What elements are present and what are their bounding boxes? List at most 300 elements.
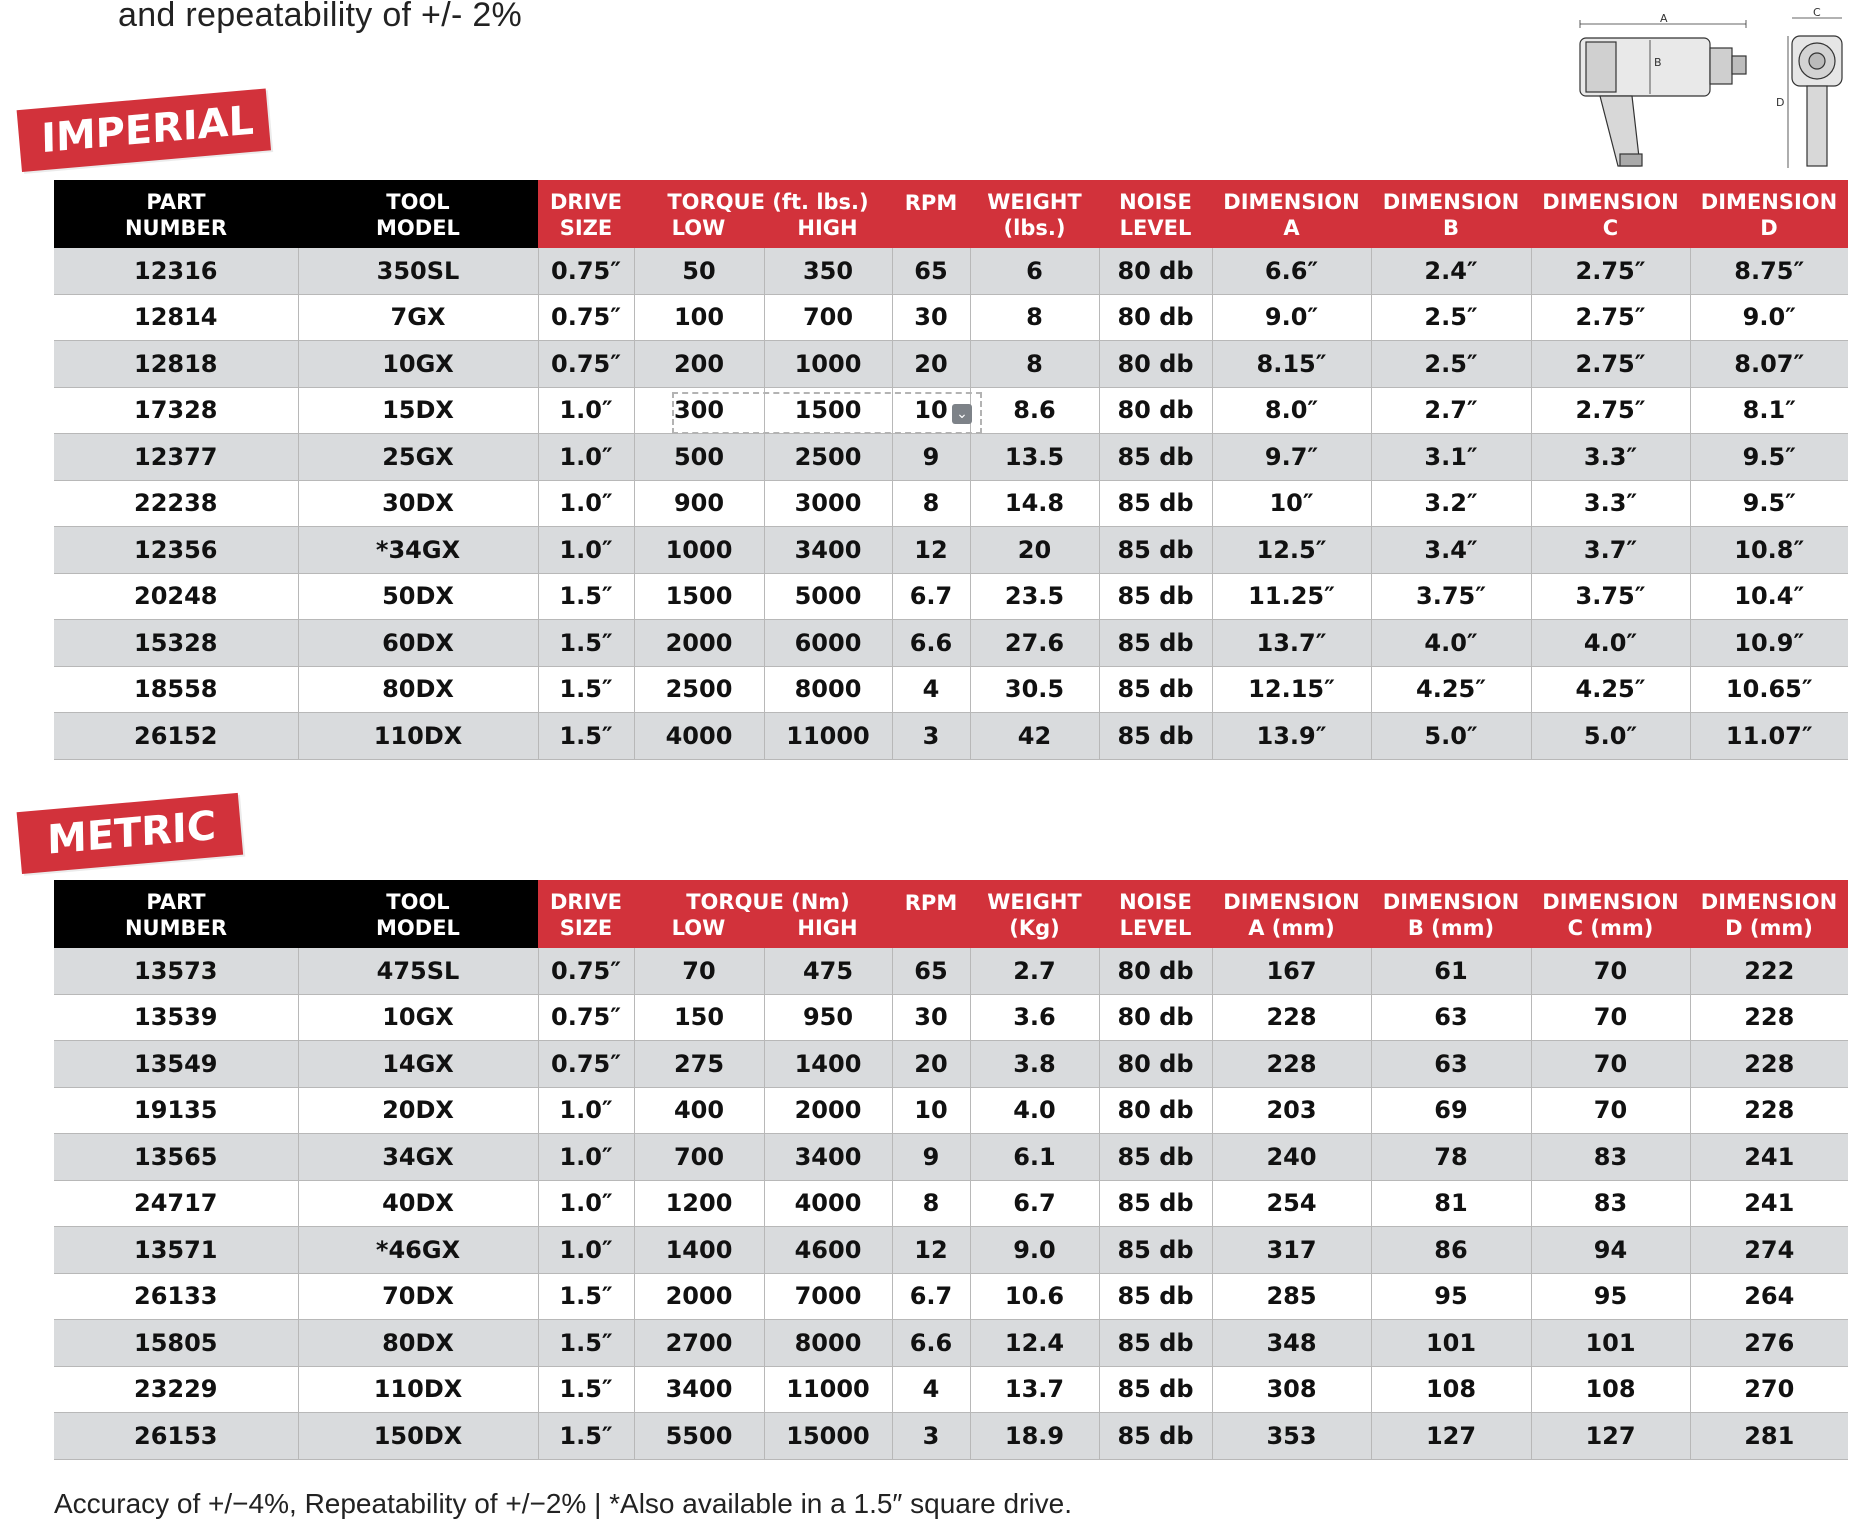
cell-dimension-a: 13.9″ bbox=[1212, 713, 1371, 760]
cell-drive-size: 1.5″ bbox=[538, 666, 634, 713]
cell-rpm: 3 bbox=[892, 713, 970, 760]
cell-weight: 3.6 bbox=[970, 994, 1099, 1041]
cell-weight: 6 bbox=[970, 248, 1099, 294]
cell-weight: 30.5 bbox=[970, 666, 1099, 713]
cell-dimension-a: 203 bbox=[1212, 1087, 1371, 1134]
cell-tool-model: 25GX bbox=[298, 434, 538, 481]
cell-part-number: 19135 bbox=[54, 1087, 298, 1134]
cell-torque-high: 950 bbox=[764, 994, 892, 1041]
header-weight: WEIGHT (lbs.) bbox=[970, 180, 1099, 248]
table-row bbox=[54, 248, 1848, 294]
cell-torque-high: 1400 bbox=[764, 1041, 892, 1088]
cell-torque-low: 100 bbox=[634, 294, 764, 341]
header-torque: TORQUE (Nm) LOW HIGH bbox=[634, 880, 892, 948]
cell-dimension-b: 95 bbox=[1371, 1273, 1531, 1320]
cell-torque-high: 700 bbox=[764, 294, 892, 341]
intro-text: and repeatability of +/- 2% bbox=[118, 0, 523, 34]
cell-dimension-d: 10.65″ bbox=[1690, 666, 1848, 713]
cell-part-number: 13571 bbox=[54, 1227, 298, 1274]
cell-dimension-d: 9.0″ bbox=[1690, 294, 1848, 341]
table-row bbox=[54, 573, 1848, 620]
cell-drive-size: 0.75″ bbox=[538, 948, 634, 994]
cell-dimension-b: 127 bbox=[1371, 1413, 1531, 1460]
table-row bbox=[54, 434, 1848, 481]
cell-dimension-a: 9.0″ bbox=[1212, 294, 1371, 341]
header-torque-high: HIGH bbox=[797, 216, 858, 240]
cell-torque-high: 2500 bbox=[764, 434, 892, 481]
cell-tool-model: 70DX bbox=[298, 1273, 538, 1320]
header-noise-level: NOISE LEVEL bbox=[1099, 180, 1212, 248]
cell-noise-level: 85 db bbox=[1099, 1180, 1212, 1227]
cell-dimension-c: 70 bbox=[1531, 948, 1690, 994]
cell-noise-level: 85 db bbox=[1099, 1227, 1212, 1274]
cell-tool-model: 14GX bbox=[298, 1041, 538, 1088]
cell-rpm: 8 bbox=[892, 480, 970, 527]
cell-dimension-c: 108 bbox=[1531, 1366, 1690, 1413]
cell-drive-size: 1.5″ bbox=[538, 1273, 634, 1320]
header-dimension-d: DIMENSION D bbox=[1690, 180, 1848, 248]
cell-tool-model: 80DX bbox=[298, 666, 538, 713]
cell-drive-size: 1.5″ bbox=[538, 1366, 634, 1413]
imperial-banner bbox=[17, 88, 271, 172]
header-tool-model: TOOL MODEL bbox=[298, 880, 538, 948]
cell-noise-level: 80 db bbox=[1099, 1087, 1212, 1134]
cell-dimension-c: 5.0″ bbox=[1531, 713, 1690, 760]
cell-torque-high: 475 bbox=[764, 948, 892, 994]
cell-rpm: 10 bbox=[892, 1087, 970, 1134]
cell-weight: 6.1 bbox=[970, 1134, 1099, 1181]
cell-dimension-d: 8.07″ bbox=[1690, 341, 1848, 388]
cell-rpm: 65 bbox=[892, 948, 970, 994]
table-row bbox=[54, 1273, 1848, 1320]
cell-tool-model: 40DX bbox=[298, 1180, 538, 1227]
cell-dimension-c: 3.7″ bbox=[1531, 527, 1690, 574]
cell-torque-high: 1500 bbox=[764, 387, 892, 434]
cell-drive-size: 1.5″ bbox=[538, 573, 634, 620]
cell-weight: 13.5 bbox=[970, 434, 1099, 481]
cell-tool-model: 10GX bbox=[298, 341, 538, 388]
cell-drive-size: 1.0″ bbox=[538, 1134, 634, 1181]
cell-noise-level: 85 db bbox=[1099, 620, 1212, 667]
imperial-banner-label: IMPERIAL bbox=[40, 97, 255, 163]
cell-weight: 18.9 bbox=[970, 1413, 1099, 1460]
header-part-number: PART NUMBER bbox=[54, 180, 298, 248]
cell-tool-model: 110DX bbox=[298, 713, 538, 760]
cell-rpm: 4 bbox=[892, 1366, 970, 1413]
cell-drive-size: 1.5″ bbox=[538, 1320, 634, 1367]
cell-dimension-b: 86 bbox=[1371, 1227, 1531, 1274]
cell-tool-model: 475SL bbox=[298, 948, 538, 994]
header-dimension-c: DIMENSION C (mm) bbox=[1531, 880, 1690, 948]
header-tool-model: TOOL MODEL bbox=[298, 180, 538, 248]
table-row bbox=[54, 666, 1848, 713]
cell-torque-low: 2500 bbox=[634, 666, 764, 713]
table-row bbox=[54, 527, 1848, 574]
cell-torque-low: 500 bbox=[634, 434, 764, 481]
table-row bbox=[54, 480, 1848, 527]
cell-dimension-b: 4.25″ bbox=[1371, 666, 1531, 713]
header-dimension-b: DIMENSION B (mm) bbox=[1371, 880, 1531, 948]
cell-noise-level: 80 db bbox=[1099, 248, 1212, 294]
cell-torque-low: 1000 bbox=[634, 527, 764, 574]
cell-dimension-d: 264 bbox=[1690, 1273, 1848, 1320]
imperial-spec-table bbox=[54, 180, 1848, 760]
cell-rpm: 8 bbox=[892, 1180, 970, 1227]
cell-noise-level: 80 db bbox=[1099, 994, 1212, 1041]
cell-dimension-d: 228 bbox=[1690, 1087, 1848, 1134]
cell-torque-low: 50 bbox=[634, 248, 764, 294]
cell-dimension-d: 241 bbox=[1690, 1180, 1848, 1227]
table-row bbox=[54, 1366, 1848, 1413]
cell-dimension-c: 2.75″ bbox=[1531, 341, 1690, 388]
cell-noise-level: 85 db bbox=[1099, 573, 1212, 620]
cell-drive-size: 0.75″ bbox=[538, 1041, 634, 1088]
cell-torque-high: 7000 bbox=[764, 1273, 892, 1320]
cell-part-number: 12814 bbox=[54, 294, 298, 341]
cell-tool-model: 60DX bbox=[298, 620, 538, 667]
cell-torque-low: 275 bbox=[634, 1041, 764, 1088]
table-row bbox=[54, 620, 1848, 667]
metric-header-row bbox=[54, 880, 1848, 948]
cell-part-number: 15805 bbox=[54, 1320, 298, 1367]
metric-spec-table bbox=[54, 880, 1848, 1460]
cell-drive-size: 1.0″ bbox=[538, 1180, 634, 1227]
cell-torque-low: 700 bbox=[634, 1134, 764, 1181]
cell-dimension-a: 11.25″ bbox=[1212, 573, 1371, 620]
cell-dimension-a: 254 bbox=[1212, 1180, 1371, 1227]
cell-noise-level: 85 db bbox=[1099, 713, 1212, 760]
table-row bbox=[54, 1320, 1848, 1367]
cell-weight: 8.6 bbox=[970, 387, 1099, 434]
header-rpm: RPM bbox=[892, 880, 970, 948]
cell-dimension-c: 95 bbox=[1531, 1273, 1690, 1320]
header-torque-low: LOW bbox=[671, 916, 726, 940]
diagram-label-a: A bbox=[1660, 12, 1668, 25]
cell-dimension-b: 2.7″ bbox=[1371, 387, 1531, 434]
cell-drive-size: 1.5″ bbox=[538, 713, 634, 760]
cell-part-number: 18558 bbox=[54, 666, 298, 713]
cell-torque-low: 200 bbox=[634, 341, 764, 388]
footnote: Accuracy of +/−4%, Repeatability of +/−2% | *Also available in a 1.5″ square drive. bbox=[54, 1488, 1072, 1519]
cell-noise-level: 85 db bbox=[1099, 1134, 1212, 1181]
cell-drive-size: 1.5″ bbox=[538, 620, 634, 667]
cell-dimension-b: 2.5″ bbox=[1371, 341, 1531, 388]
header-drive-size: DRIVE SIZE bbox=[538, 180, 634, 248]
cell-part-number: 24717 bbox=[54, 1180, 298, 1227]
cell-dimension-d: 281 bbox=[1690, 1413, 1848, 1460]
header-torque-high: HIGH bbox=[797, 916, 858, 940]
cell-rpm: 30 bbox=[892, 294, 970, 341]
cell-dimension-b: 4.0″ bbox=[1371, 620, 1531, 667]
cell-dimension-a: 8.15″ bbox=[1212, 341, 1371, 388]
cell-torque-high: 8000 bbox=[764, 1320, 892, 1367]
cell-dimension-a: 240 bbox=[1212, 1134, 1371, 1181]
cell-dimension-d: 228 bbox=[1690, 1041, 1848, 1088]
cell-dimension-b: 63 bbox=[1371, 1041, 1531, 1088]
cell-rpm: 6.7 bbox=[892, 573, 970, 620]
cell-noise-level: 85 db bbox=[1099, 1413, 1212, 1460]
cell-dimension-a: 228 bbox=[1212, 994, 1371, 1041]
cell-drive-size: 1.0″ bbox=[538, 480, 634, 527]
chevron-down-icon[interactable]: ⌄ bbox=[952, 404, 972, 424]
header-dimension-d: DIMENSION D (mm) bbox=[1690, 880, 1848, 948]
cell-rpm: 10 bbox=[892, 387, 970, 434]
cell-torque-high: 1000 bbox=[764, 341, 892, 388]
imperial-table-body bbox=[54, 248, 1848, 759]
imperial-header-row bbox=[54, 180, 1848, 248]
cell-rpm: 20 bbox=[892, 1041, 970, 1088]
cell-torque-low: 900 bbox=[634, 480, 764, 527]
cell-part-number: 20248 bbox=[54, 573, 298, 620]
cell-dimension-d: 8.75″ bbox=[1690, 248, 1848, 294]
cell-dimension-b: 3.1″ bbox=[1371, 434, 1531, 481]
header-dimension-b: DIMENSION B bbox=[1371, 180, 1531, 248]
cell-weight: 23.5 bbox=[970, 573, 1099, 620]
cell-part-number: 22238 bbox=[54, 480, 298, 527]
cell-torque-low: 1500 bbox=[634, 573, 764, 620]
cell-dimension-b: 3.75″ bbox=[1371, 573, 1531, 620]
cell-torque-low: 2700 bbox=[634, 1320, 764, 1367]
cell-noise-level: 80 db bbox=[1099, 948, 1212, 994]
cell-torque-high: 11000 bbox=[764, 713, 892, 760]
cell-dimension-b: 61 bbox=[1371, 948, 1531, 994]
cell-torque-low: 2000 bbox=[634, 1273, 764, 1320]
header-weight: WEIGHT (Kg) bbox=[970, 880, 1099, 948]
table-row bbox=[54, 1041, 1848, 1088]
cell-weight: 8 bbox=[970, 294, 1099, 341]
cell-dimension-d: 222 bbox=[1690, 948, 1848, 994]
header-torque-low: LOW bbox=[671, 216, 726, 240]
cell-rpm: 12 bbox=[892, 527, 970, 574]
cell-dimension-d: 9.5″ bbox=[1690, 434, 1848, 481]
cell-dimension-c: 83 bbox=[1531, 1180, 1690, 1227]
cell-dimension-c: 70 bbox=[1531, 1041, 1690, 1088]
cell-dimension-b: 2.4″ bbox=[1371, 248, 1531, 294]
cell-dimension-d: 9.5″ bbox=[1690, 480, 1848, 527]
cell-tool-model: 34GX bbox=[298, 1134, 538, 1181]
cell-dimension-c: 94 bbox=[1531, 1227, 1690, 1274]
cell-rpm: 9 bbox=[892, 1134, 970, 1181]
table-row bbox=[54, 994, 1848, 1041]
header-rpm: RPM bbox=[892, 180, 970, 248]
cell-torque-high: 11000 bbox=[764, 1366, 892, 1413]
cell-weight: 27.6 bbox=[970, 620, 1099, 667]
header-drive-size: DRIVE SIZE bbox=[538, 880, 634, 948]
cell-rpm: 4 bbox=[892, 666, 970, 713]
cell-dimension-d: 274 bbox=[1690, 1227, 1848, 1274]
cell-weight: 8 bbox=[970, 341, 1099, 388]
cell-dimension-a: 285 bbox=[1212, 1273, 1371, 1320]
cell-dimension-a: 10″ bbox=[1212, 480, 1371, 527]
cell-dimension-a: 13.7″ bbox=[1212, 620, 1371, 667]
cell-rpm: 6.7 bbox=[892, 1273, 970, 1320]
cell-drive-size: 1.0″ bbox=[538, 387, 634, 434]
cell-dimension-c: 2.75″ bbox=[1531, 294, 1690, 341]
cell-tool-model: 50DX bbox=[298, 573, 538, 620]
cell-dimension-b: 69 bbox=[1371, 1087, 1531, 1134]
cell-dimension-d: 10.4″ bbox=[1690, 573, 1848, 620]
cell-part-number: 23229 bbox=[54, 1366, 298, 1413]
cell-weight: 2.7 bbox=[970, 948, 1099, 994]
cell-rpm: 12 bbox=[892, 1227, 970, 1274]
cell-part-number: 12316 bbox=[54, 248, 298, 294]
cell-torque-high: 3400 bbox=[764, 1134, 892, 1181]
cell-noise-level: 80 db bbox=[1099, 1041, 1212, 1088]
cell-dimension-c: 3.3″ bbox=[1531, 480, 1690, 527]
cell-dimension-a: 8.0″ bbox=[1212, 387, 1371, 434]
cell-tool-model: *34GX bbox=[298, 527, 538, 574]
metric-table-body bbox=[54, 948, 1848, 1459]
cell-dimension-a: 348 bbox=[1212, 1320, 1371, 1367]
cell-weight: 10.6 bbox=[970, 1273, 1099, 1320]
cell-torque-low: 2000 bbox=[634, 620, 764, 667]
metric-banner-label: METRIC bbox=[46, 802, 217, 864]
cell-dimension-c: 3.3″ bbox=[1531, 434, 1690, 481]
cell-noise-level: 85 db bbox=[1099, 434, 1212, 481]
cell-torque-high: 6000 bbox=[764, 620, 892, 667]
cell-rpm: 20 bbox=[892, 341, 970, 388]
cell-dimension-c: 3.75″ bbox=[1531, 573, 1690, 620]
cell-noise-level: 80 db bbox=[1099, 387, 1212, 434]
cell-tool-model: *46GX bbox=[298, 1227, 538, 1274]
table-row bbox=[54, 341, 1848, 388]
cell-dimension-c: 101 bbox=[1531, 1320, 1690, 1367]
cell-torque-high: 3000 bbox=[764, 480, 892, 527]
cell-weight: 12.4 bbox=[970, 1320, 1099, 1367]
cell-dimension-a: 308 bbox=[1212, 1366, 1371, 1413]
cell-torque-low: 1200 bbox=[634, 1180, 764, 1227]
cell-noise-level: 80 db bbox=[1099, 294, 1212, 341]
cell-drive-size: 1.0″ bbox=[538, 1227, 634, 1274]
cell-dimension-a: 353 bbox=[1212, 1413, 1371, 1460]
table-row bbox=[54, 1413, 1848, 1460]
cell-dimension-b: 3.4″ bbox=[1371, 527, 1531, 574]
table-row bbox=[54, 1180, 1848, 1227]
cell-dimension-a: 167 bbox=[1212, 948, 1371, 994]
cell-torque-high: 4000 bbox=[764, 1180, 892, 1227]
front-view bbox=[1788, 18, 1842, 168]
cell-tool-model: 350SL bbox=[298, 248, 538, 294]
cell-dimension-a: 12.15″ bbox=[1212, 666, 1371, 713]
cell-dimension-d: 241 bbox=[1690, 1134, 1848, 1181]
diagram-label-d: D bbox=[1776, 96, 1785, 109]
table-row bbox=[54, 1087, 1848, 1134]
cell-weight: 9.0 bbox=[970, 1227, 1099, 1274]
cell-torque-low: 4000 bbox=[634, 713, 764, 760]
cell-torque-high: 350 bbox=[764, 248, 892, 294]
cell-torque-low: 5500 bbox=[634, 1413, 764, 1460]
cell-dimension-b: 81 bbox=[1371, 1180, 1531, 1227]
cell-dimension-b: 108 bbox=[1371, 1366, 1531, 1413]
cell-weight: 42 bbox=[970, 713, 1099, 760]
cell-drive-size: 0.75″ bbox=[538, 294, 634, 341]
cell-dimension-a: 317 bbox=[1212, 1227, 1371, 1274]
cell-tool-model: 15DX bbox=[298, 387, 538, 434]
table-row bbox=[54, 948, 1848, 994]
cell-dimension-d: 276 bbox=[1690, 1320, 1848, 1367]
cell-part-number: 26153 bbox=[54, 1413, 298, 1460]
cell-drive-size: 0.75″ bbox=[538, 994, 634, 1041]
tool-dimension-diagram bbox=[1560, 6, 1870, 176]
cell-noise-level: 85 db bbox=[1099, 666, 1212, 713]
diagram-label-b: B bbox=[1654, 56, 1662, 69]
header-dimension-c: DIMENSION C bbox=[1531, 180, 1690, 248]
table-row bbox=[54, 1134, 1848, 1181]
cell-dimension-d: 8.1″ bbox=[1690, 387, 1848, 434]
cell-rpm: 3 bbox=[892, 1413, 970, 1460]
cell-torque-low: 300 bbox=[634, 387, 764, 434]
cell-dimension-d: 228 bbox=[1690, 994, 1848, 1041]
cell-dimension-b: 2.5″ bbox=[1371, 294, 1531, 341]
cell-tool-model: 10GX bbox=[298, 994, 538, 1041]
cell-part-number: 13539 bbox=[54, 994, 298, 1041]
cell-drive-size: 0.75″ bbox=[538, 248, 634, 294]
cell-weight: 6.7 bbox=[970, 1180, 1099, 1227]
header-dimension-a: DIMENSION A (mm) bbox=[1212, 880, 1371, 948]
metric-banner bbox=[17, 793, 244, 874]
cell-tool-model: 7GX bbox=[298, 294, 538, 341]
cell-dimension-a: 9.7″ bbox=[1212, 434, 1371, 481]
cell-dimension-d: 11.07″ bbox=[1690, 713, 1848, 760]
cell-rpm: 30 bbox=[892, 994, 970, 1041]
diagram-label-c: C bbox=[1813, 6, 1821, 19]
cell-dimension-d: 270 bbox=[1690, 1366, 1848, 1413]
cell-weight: 4.0 bbox=[970, 1087, 1099, 1134]
cell-part-number: 17328 bbox=[54, 387, 298, 434]
cell-dimension-c: 83 bbox=[1531, 1134, 1690, 1181]
cell-dimension-d: 10.8″ bbox=[1690, 527, 1848, 574]
cell-weight: 20 bbox=[970, 527, 1099, 574]
cell-part-number: 15328 bbox=[54, 620, 298, 667]
selected-cell-range[interactable] bbox=[672, 392, 982, 434]
cell-noise-level: 85 db bbox=[1099, 1273, 1212, 1320]
table-row bbox=[54, 1227, 1848, 1274]
cell-drive-size: 1.0″ bbox=[538, 527, 634, 574]
cell-drive-size: 1.0″ bbox=[538, 434, 634, 481]
cell-dimension-b: 3.2″ bbox=[1371, 480, 1531, 527]
header-noise-level: NOISE LEVEL bbox=[1099, 880, 1212, 948]
cell-part-number: 12356 bbox=[54, 527, 298, 574]
cell-torque-high: 3400 bbox=[764, 527, 892, 574]
cell-tool-model: 20DX bbox=[298, 1087, 538, 1134]
cell-torque-low: 3400 bbox=[634, 1366, 764, 1413]
cell-dimension-c: 127 bbox=[1531, 1413, 1690, 1460]
cell-torque-high: 5000 bbox=[764, 573, 892, 620]
cell-dimension-b: 63 bbox=[1371, 994, 1531, 1041]
cell-noise-level: 85 db bbox=[1099, 527, 1212, 574]
cell-torque-low: 70 bbox=[634, 948, 764, 994]
cell-dimension-c: 70 bbox=[1531, 1087, 1690, 1134]
cell-part-number: 26133 bbox=[54, 1273, 298, 1320]
cell-part-number: 12377 bbox=[54, 434, 298, 481]
cell-tool-model: 30DX bbox=[298, 480, 538, 527]
side-view bbox=[1580, 20, 1746, 166]
cell-dimension-c: 2.75″ bbox=[1531, 248, 1690, 294]
header-dimension-a: DIMENSION A bbox=[1212, 180, 1371, 248]
cell-drive-size: 1.5″ bbox=[538, 1413, 634, 1460]
cell-part-number: 12818 bbox=[54, 341, 298, 388]
cell-dimension-a: 228 bbox=[1212, 1041, 1371, 1088]
cell-noise-level: 85 db bbox=[1099, 1366, 1212, 1413]
cell-dimension-c: 4.0″ bbox=[1531, 620, 1690, 667]
cell-tool-model: 150DX bbox=[298, 1413, 538, 1460]
cell-torque-high: 15000 bbox=[764, 1413, 892, 1460]
cell-dimension-b: 5.0″ bbox=[1371, 713, 1531, 760]
table-row bbox=[54, 294, 1848, 341]
cell-dimension-c: 2.75″ bbox=[1531, 387, 1690, 434]
cell-torque-low: 1400 bbox=[634, 1227, 764, 1274]
cell-torque-low: 150 bbox=[634, 994, 764, 1041]
